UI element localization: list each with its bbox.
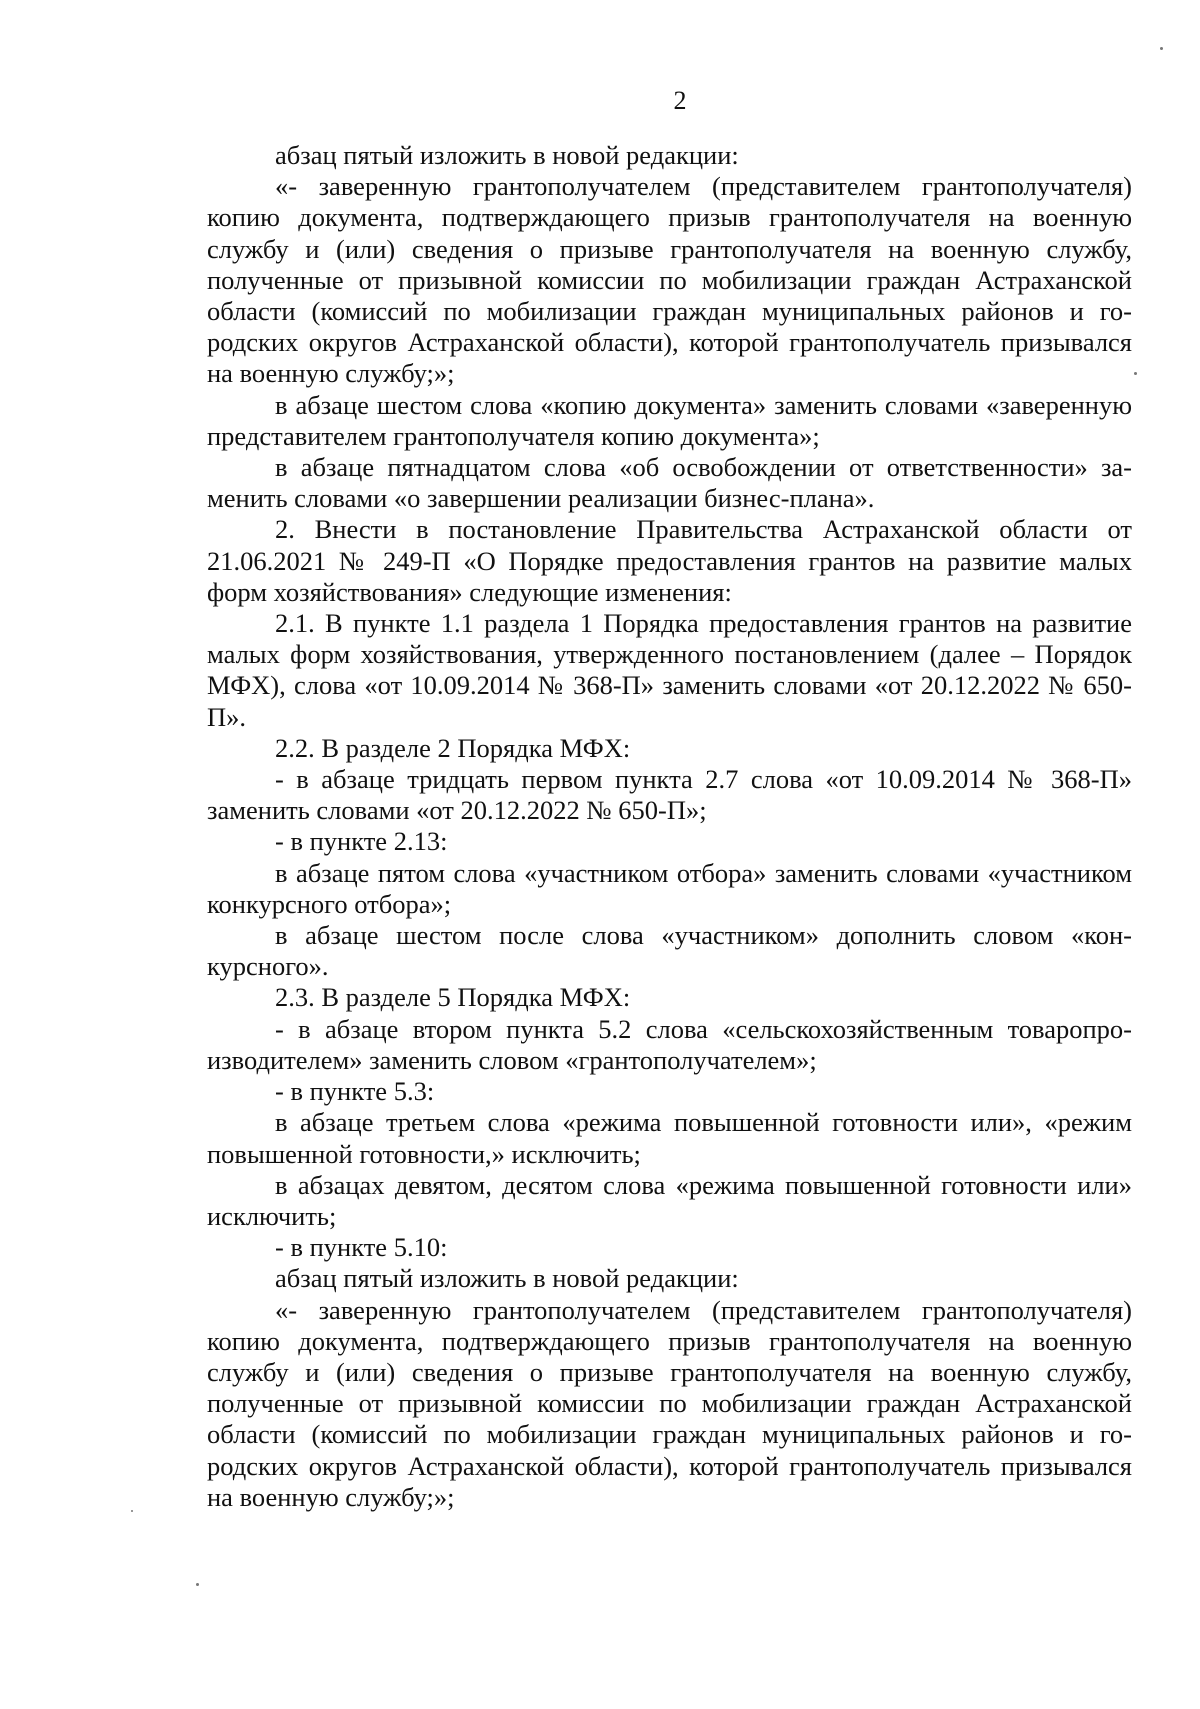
paragraph: - в пункте 2.13: (275, 826, 448, 857)
scan-speck (1134, 372, 1137, 375)
paragraph: в абзаце третьем слова «режима повышенной готовности или», «режим повышенной готовности,» исключить; (207, 1107, 1132, 1169)
paragraph: абзац пятый изложить в новой редакции: (275, 1263, 739, 1294)
paragraph: - в абзаце тридцать первом пункта 2.7 слова «от 10.09.2014 № 368-П» заменить словами «от 20.12.2022 № 650-П»; (207, 764, 1132, 826)
document-body (207, 140, 1132, 1513)
paragraph: - в пункте 5.3: (275, 1076, 435, 1107)
paragraph: 2.2. В разделе 2 Порядка МФХ: (275, 732, 631, 763)
scan-speck (196, 1583, 199, 1586)
paragraph: в абзаце шестом после слова «участником» дополнить словом «конкурсного». (207, 920, 1132, 982)
paragraph: абзац пятый изложить в новой редакции: (275, 140, 739, 170)
paragraph: «- заверенную грантополучателем (представителем грантополучателя) копию документа, подтверждающего призыв грантополучателя на военную службу и (или) сведения о призыве грантополучателя на военную службу, полученные от призывной комиссии по мобилизации граждан Астраханской области (комиссий по мобилизации граждан муниципальных районов и городских округов Астраханской области), которой грантополучатель призывался на военную службу;»; (207, 171, 1132, 389)
paragraph: «- заверенную грантополучателем (представителем грантополучателя) копию документа, подтверждающего призыв грантополучателя на военную службу и (или) сведения о призыве грантополучателя на военную службу, полученные от призывной комиссии по мобилизации граждан Астраханской области (комиссий по мобилизации граждан муниципальных районов и городских округов Астраханской области), которой грантополучатель призывался на военную службу;»; (207, 1294, 1132, 1512)
paragraph: - в абзаце втором пункта 5.2 слова «сельскохозяйственным товаропроизводителем» заменить словом «грантополучателем»; (207, 1013, 1132, 1075)
paragraph: в абзаце шестом слова «копию документа» заменить словами «заверенную представителем грантополучателя копию документа»; (207, 389, 1132, 451)
paragraph: 2.3. В разделе 5 Порядка МФХ: (275, 982, 631, 1013)
paragraph: в абзацах девятом, десятом слова «режима повышенной готовности или» исключить; (207, 1169, 1132, 1231)
paragraph: в абзаце пятом слова «участником отбора» заменить словами «участником конкурсного отбора»; (207, 857, 1132, 919)
paragraph: 2. Внести в постановление Правительства Астраханской области от 21.06.2021 № 249-П «О Порядке предоставления грантов на развитие малых форм хозяйствования» следующие изменения: (207, 514, 1132, 607)
paragraph: - в пункте 5.10: (275, 1232, 448, 1263)
paragraph: в абзаце пятнадцатом слова «об освобождении от ответственности» заменить словами «о завершении реализации бизнес-плана». (207, 452, 1132, 514)
scan-speck (1160, 47, 1163, 50)
paragraph: 2.1. В пункте 1.1 раздела 1 Порядка предоставления грантов на развитие малых форм хозяйствования, утвержденного постановлением (далее – Порядок МФХ), слова «от 10.09.2014 № 368-П» заменить словами «от 20.12.2022 № 650-П». (207, 608, 1132, 732)
scan-speck (131, 1510, 133, 1512)
page-number: 2 (673, 86, 687, 115)
